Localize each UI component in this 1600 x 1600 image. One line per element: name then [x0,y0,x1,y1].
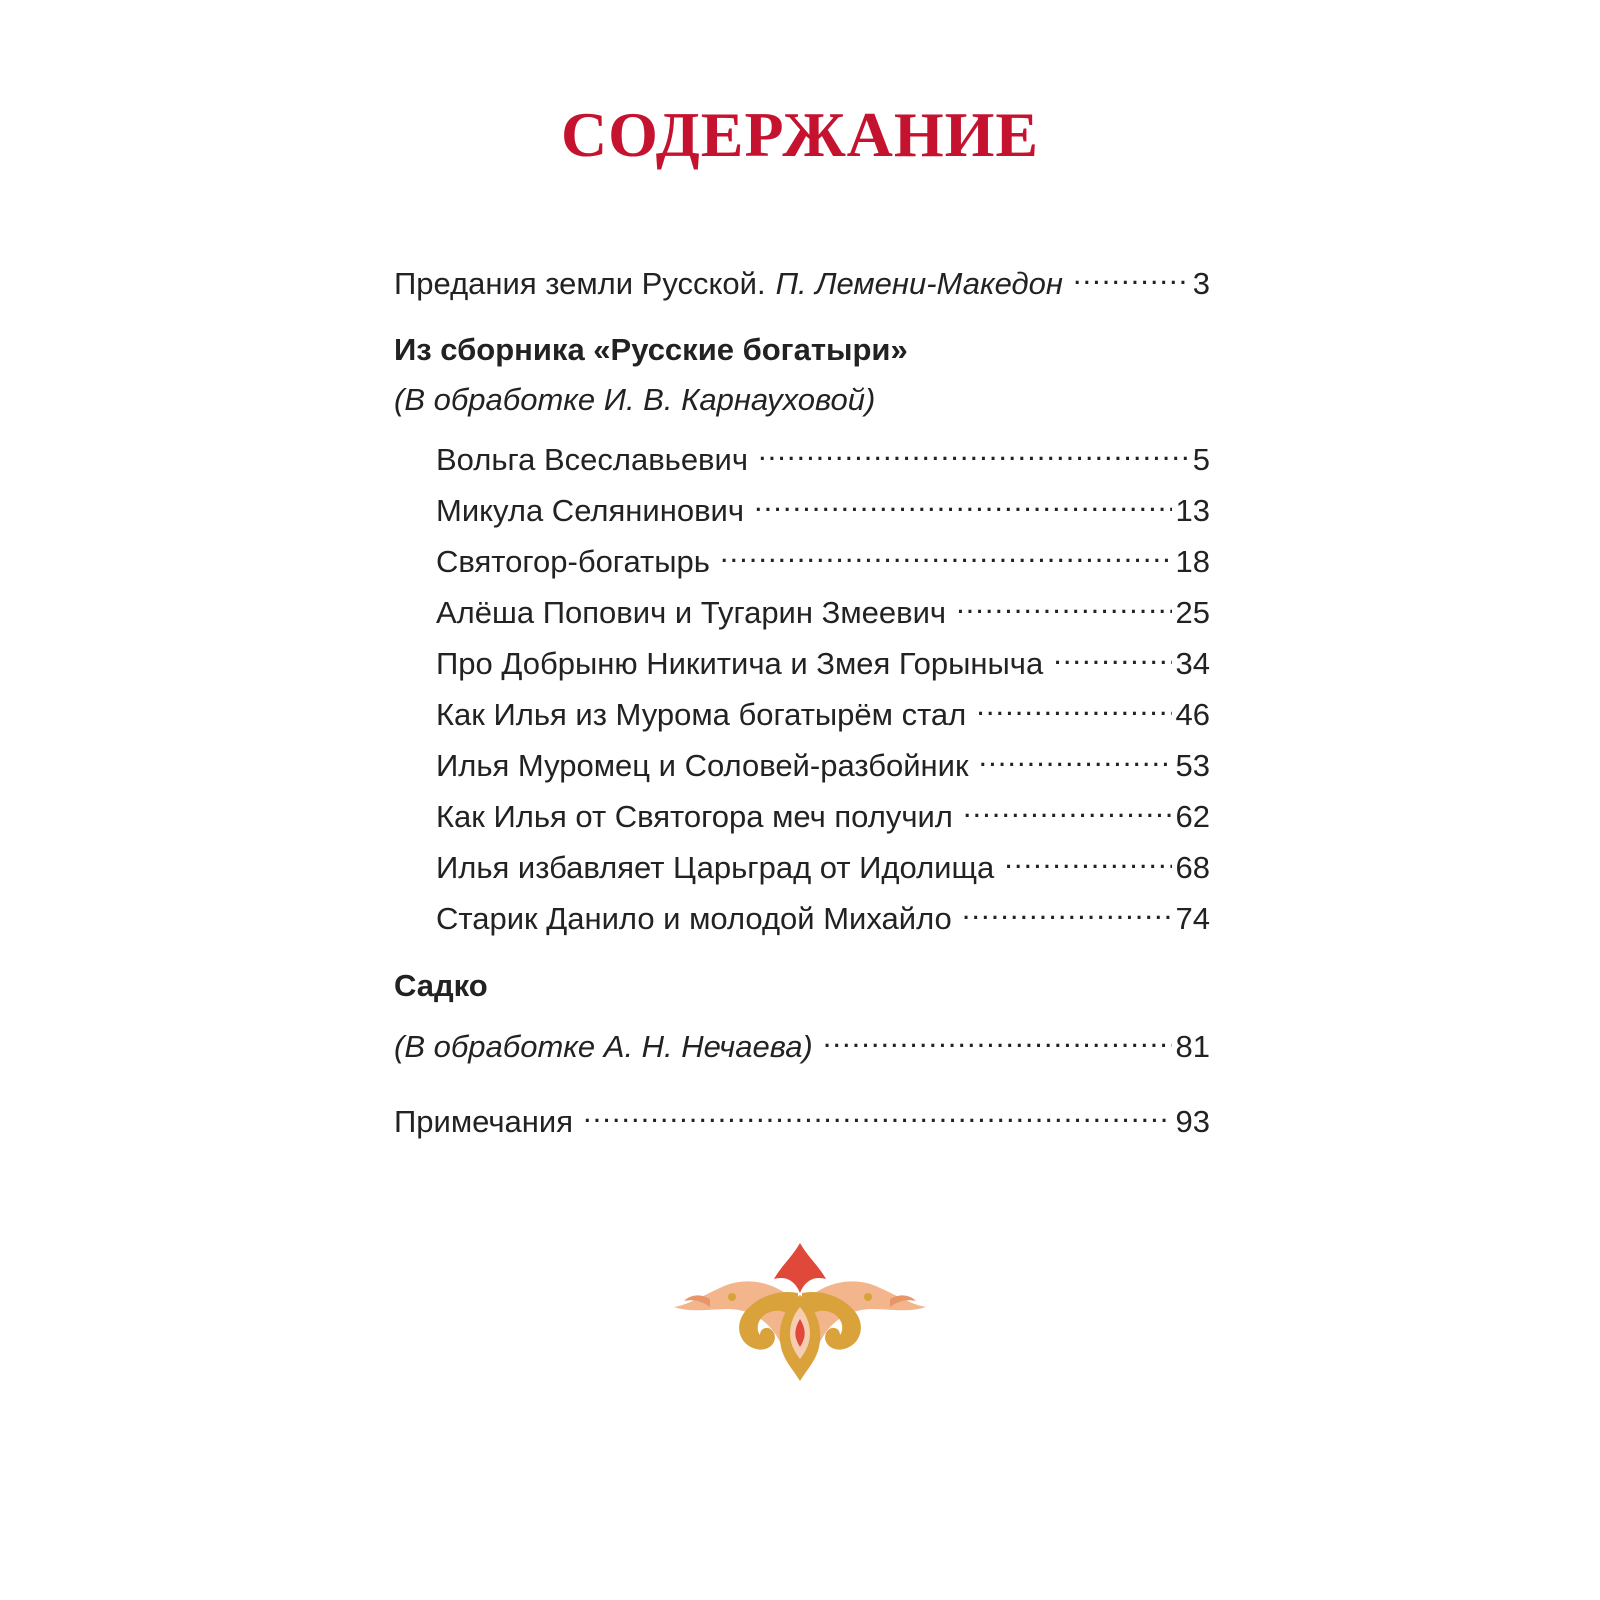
toc-entry-page: 34 [1175,646,1210,681]
page-title: СОДЕРЖАНИЕ [560,99,1040,170]
dot-leader [976,685,1171,725]
dot-leader [758,430,1189,470]
toc-entry-page: 81 [1175,1029,1210,1064]
toc-entry[interactable] [436,787,1210,834]
toc-entry-author: П. Лемени-Македон [775,266,1063,301]
toc-entry-title: Как Илья из Мурома богатырём стал [436,697,967,732]
toc-entry[interactable] [436,583,1210,630]
toc-entry-title: Предания земли Русской. [394,266,766,301]
section-heading-russkie-bogatyri: Из сборника «Русские богатыри» [394,332,908,367]
dot-leader [1004,838,1171,878]
toc-entry-page: 18 [1175,544,1210,579]
section-heading-sadko: Садко [394,968,488,1003]
toc-entry[interactable] [436,685,1210,732]
toc-entry-page: 3 [1192,266,1210,301]
toc-entry-page: 13 [1175,493,1210,528]
dot-leader [956,583,1171,623]
toc-entry[interactable] [436,838,1210,885]
toc-entry-page: 68 [1175,850,1210,885]
toc-entry[interactable] [436,889,1210,936]
toc-entry-page: 53 [1175,748,1210,783]
toc-entry[interactable] [436,736,1210,783]
toc-entry-title: Примечания [394,1104,573,1139]
toc-entry-title: Илья избавляет Царьград от Идолища [436,850,995,885]
dot-leader [1053,634,1171,674]
dot-leader [720,532,1172,572]
toc-entry-title: (В обработке А. Н. Нечаева) [394,1029,813,1064]
arabesque-ornament-icon [670,1235,930,1385]
toc-entry-title: Илья Муромец и Соловей-разбойник [436,748,969,783]
toc-entry-page: 93 [1175,1104,1210,1139]
dot-leader [962,889,1172,929]
dot-leader [823,1017,1172,1057]
dot-leader [583,1092,1172,1132]
toc-entry-title: Старик Данило и молодой Михайло [436,901,952,936]
toc-entry-title: Про Добрыню Никитича и Змея Горыныча [436,646,1044,681]
toc-entry-page: 62 [1175,799,1210,834]
toc-entry-title: Вольга Всеславьевич [436,442,748,477]
dot-leader [979,736,1172,776]
dot-leader [754,481,1171,521]
toc-entry-page: 25 [1175,595,1210,630]
section-subheading-karnaukhova: (В обработке И. В. Карнауховой) [394,382,876,417]
toc-entry-page: 5 [1192,442,1210,477]
toc-entry[interactable] [436,481,1210,528]
toc-entry-notes[interactable] [394,1092,1210,1139]
toc-entry[interactable] [436,532,1210,579]
toc-entry-page: 46 [1175,697,1210,732]
toc-entry-title: Святогор-богатырь [436,544,710,579]
toc-entry-sadko[interactable] [394,1017,1210,1064]
toc-entry-page: 74 [1175,901,1210,936]
toc-entry[interactable] [436,430,1210,477]
toc-entry-intro[interactable] [394,254,1210,301]
dot-leader [963,787,1172,827]
toc-entry[interactable] [436,634,1210,681]
dot-leader [1073,254,1189,294]
toc-entry-title: Как Илья от Святогора меч получил [436,799,953,834]
toc-entry-title: Микула Селянинович [436,493,745,528]
toc-entry-title: Алёша Попович и Тугарин Змеевич [436,595,947,630]
